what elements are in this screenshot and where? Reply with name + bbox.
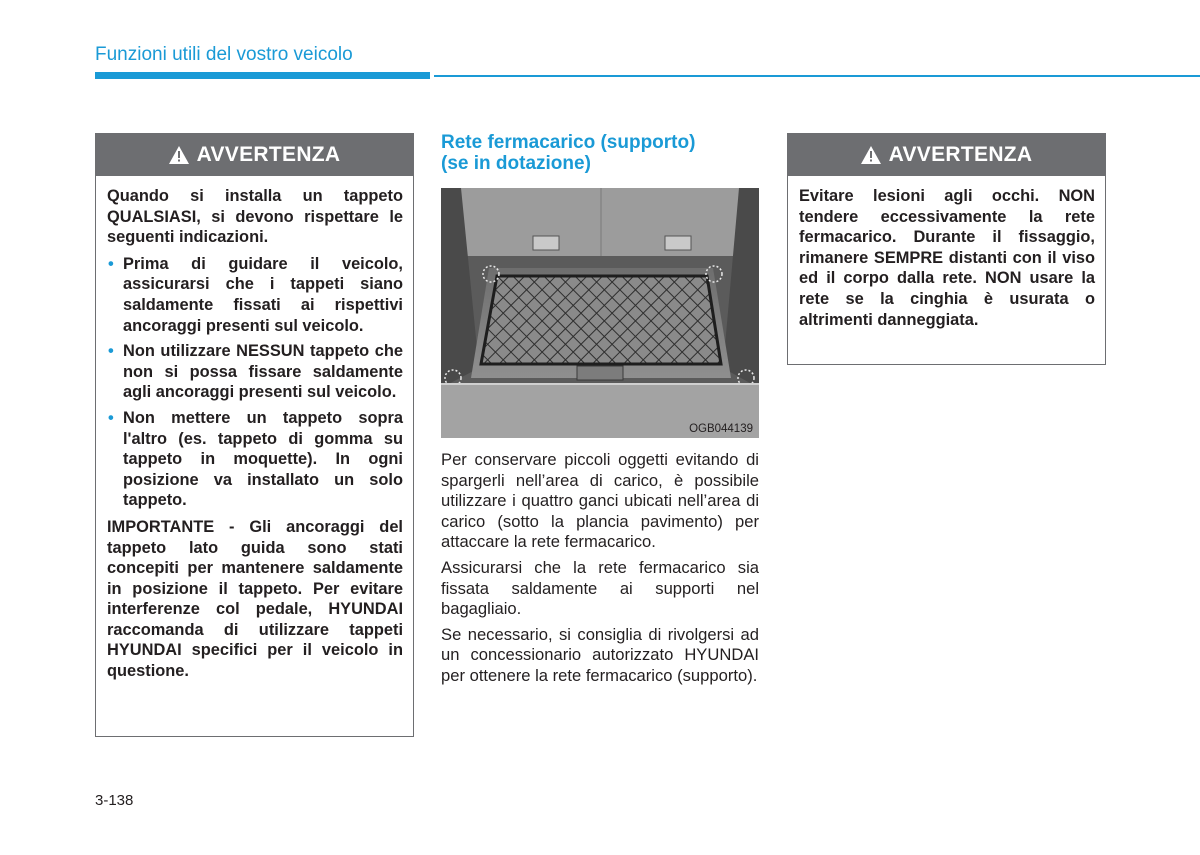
page-number: 3-138 [95, 792, 134, 809]
right-warning-body [788, 176, 1105, 342]
right-warning-header [788, 134, 1105, 176]
warning-triangle-icon [169, 146, 189, 164]
section-title [441, 132, 759, 174]
warning-triangle-icon [861, 146, 881, 164]
right-warning-text: Evitare lesioni agli occhi. NON tendere eccessivamente la rete fermacarico. Durante il fissaggio, rimanere SEMPRE distanti con il viso ed il corpo dalla rete. NON usare la rete se la cinghia è usurata o altrimenti danneggiata. [799, 187, 1095, 329]
left-warning-header [96, 134, 413, 176]
right-warning-box [787, 133, 1106, 365]
bullet-icon: • [108, 342, 114, 361]
header-rule-thin [434, 75, 1200, 77]
left-warning-important: IMPORTANTE - Gli ancoraggi del tappeto lato guida sono stati concepiti per mantenere saldamente in posizione il tappeto. Per evitare interferenze col pedale, HYUNDAI raccomanda di utilizzare tappeti HYUNDAI specifici per il veicolo in questione. [107, 517, 403, 681]
list-item-text: Prima di guidare il veicolo, assicurarsi che i tappeti siano saldamente fissati ai rispettivi ancoraggi presenti sul veicolo. [123, 254, 403, 335]
list-item-text: Non mettere un tappeto sopra l'altro (es. tappeto di gomma su tappeto in moquette). In ogni posizione va installato un solo tappeto. [123, 408, 403, 510]
bullet-icon: • [108, 408, 114, 427]
list-item [107, 341, 403, 403]
left-warning-heading: AVVERTENZA [196, 143, 341, 166]
cargo-net-photo [441, 188, 759, 438]
cargo-net-illustration [441, 188, 759, 438]
header-rule-thick [95, 72, 430, 79]
section-header-title: Funzioni utili del vostro veicolo [95, 44, 353, 65]
image-caption: OGB044139 [689, 423, 753, 435]
body-paragraph: Assicurarsi che la rete fermacarico sia fissata saldamente ai supporti nel bagagliaio. [441, 557, 759, 619]
left-warning-intro: Quando si installa un tappeto QUALSIASI, si devono rispettare le seguenti indicazioni. [107, 187, 403, 247]
section-body [441, 450, 759, 692]
list-item [107, 408, 403, 511]
body-paragraph: Per conservare piccoli oggetti evitando di spargerli nell’area di carico, è possibile utilizzare i quattro ganci ubicati nell’area di carico (sotto la plancia pavimento) per attaccare la rete fermacarico. [441, 450, 759, 552]
bullet-icon: • [108, 254, 114, 273]
section-title-line1: Rete fermacarico (supporto) [441, 132, 696, 153]
right-warning-heading: AVVERTENZA [888, 143, 1033, 166]
left-warning-body [96, 176, 413, 694]
list-item-text: Non utilizzare NESSUN tappeto che non si possa fissare saldamente agli ancoraggi presenti sul veicolo. [123, 342, 403, 402]
list-item [107, 254, 403, 336]
section-title-line2: (se in dotazione) [441, 153, 591, 174]
left-warning-list [107, 254, 403, 511]
body-paragraph: Se necessario, si consiglia di rivolgersi ad un concessionario autorizzato HYUNDAI per ottenere la rete fermacarico (supporto). [441, 624, 759, 685]
left-warning-box [95, 133, 414, 737]
